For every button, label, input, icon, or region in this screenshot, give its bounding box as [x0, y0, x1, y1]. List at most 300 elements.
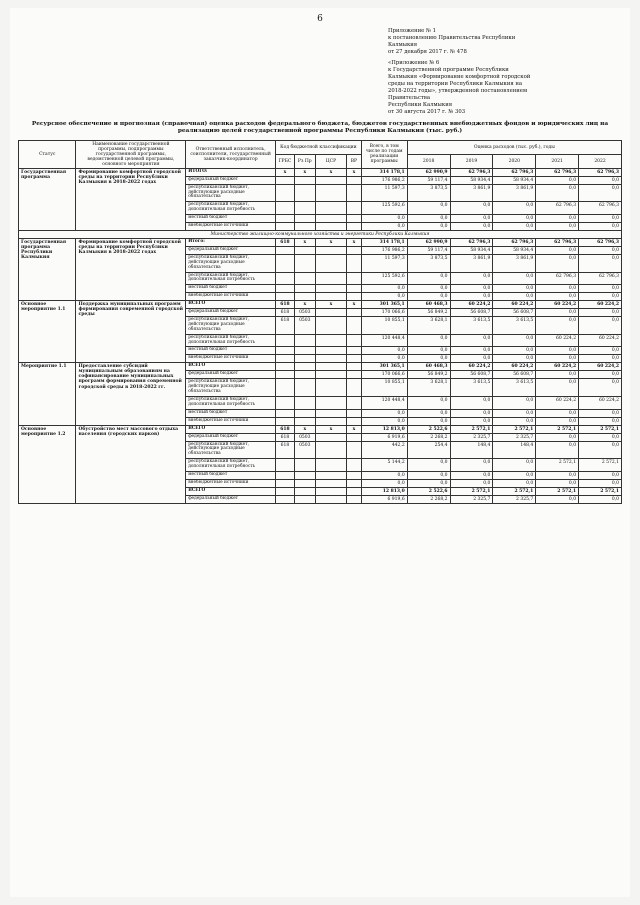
row-y2018: 0,0 — [407, 334, 450, 347]
row-vr — [347, 417, 362, 425]
row-y2020: 148,4 — [493, 441, 536, 458]
row-y2018: 2 268,2 — [407, 433, 450, 441]
row-vr — [347, 471, 362, 479]
document-title: Ресурсное обеспечение и прогнозная (справочная) оценка расходов федерального бюджета, бюджетов государственных внебюджетных фондов и юридических лиц на реализацию целей государственной программы Республики Калмыкия (тыс. руб.) — [31, 120, 609, 135]
row-y2022: 2 572,1 — [579, 487, 622, 495]
row-y2019: 56 608,7 — [450, 309, 493, 317]
row-y2022: 62 796,3 — [579, 272, 622, 285]
row-rzpr: x — [294, 168, 315, 176]
row-funding-source: местный бюджет — [186, 214, 276, 222]
row-total: 0,0 — [361, 479, 407, 487]
approval-line: среды на территории Республики Калмыкия на — [388, 80, 523, 87]
row-funding-source: Итого: — [186, 239, 276, 247]
row-total: 301 365,1 — [361, 301, 407, 309]
row-y2022: 0,0 — [579, 184, 622, 201]
row-grbs — [276, 293, 295, 301]
row-funding-source: ИТОГО: — [186, 168, 276, 176]
row-csr — [315, 214, 346, 222]
row-y2021: 62 796,3 — [536, 272, 579, 285]
row-y2022: 0,0 — [579, 409, 622, 417]
row-vr — [347, 459, 362, 472]
row-vr — [347, 347, 362, 355]
row-y2020: 0,0 — [493, 409, 536, 417]
row-y2022: 62 796,3 — [579, 239, 622, 247]
row-grbs: 618 — [276, 317, 295, 334]
row-y2021: 0,0 — [536, 309, 579, 317]
row-funding-source: ВСЕГО — [186, 487, 276, 495]
row-y2020: 0,0 — [493, 479, 536, 487]
row-y2019: 0,0 — [450, 479, 493, 487]
table-row — [19, 301, 622, 309]
row-y2018: 0,0 — [407, 293, 450, 301]
row-vr — [347, 184, 362, 201]
row-grbs — [276, 495, 295, 503]
row-grbs — [276, 487, 295, 495]
section-title: Министерство жилищно-коммунального хозяйства и энергетики Республики Калмыкия — [19, 230, 622, 238]
row-csr — [315, 363, 346, 371]
row-y2021: 0,0 — [536, 247, 579, 255]
row-total: 11 597,3 — [361, 255, 407, 272]
row-y2021: 0,0 — [536, 441, 579, 458]
row-y2021: 0,0 — [536, 433, 579, 441]
row-y2019: 2 325,7 — [450, 433, 493, 441]
approval-line: Правительства — [388, 94, 431, 101]
row-total: 10 855,1 — [361, 379, 407, 396]
row-y2021: 0,0 — [536, 222, 579, 230]
approval-block — [388, 28, 622, 116]
row-y2021: 60 224,2 — [536, 301, 579, 309]
row-rzpr: x — [294, 239, 315, 247]
row-rzpr — [294, 409, 315, 417]
row-rzpr — [294, 347, 315, 355]
row-rzpr — [294, 396, 315, 409]
row-y2021: 0,0 — [536, 479, 579, 487]
row-rzpr — [294, 417, 315, 425]
row-total: 120 448,4 — [361, 396, 407, 409]
row-y2021: 0,0 — [536, 285, 579, 293]
approval-line: Калмыкия «Формирование комфортной городской — [388, 73, 531, 80]
row-grbs — [276, 334, 295, 347]
row-y2022: 0,0 — [579, 247, 622, 255]
row-y2018: 62 990,9 — [407, 239, 450, 247]
row-vr — [347, 433, 362, 441]
row-y2022: 2 572,1 — [579, 459, 622, 472]
row-vr — [347, 285, 362, 293]
row-y2020: 0,0 — [493, 334, 536, 347]
row-grbs — [276, 184, 295, 201]
row-vr — [347, 495, 362, 503]
row-vr — [347, 272, 362, 285]
row-y2020: 3 861,9 — [493, 255, 536, 272]
row-y2018: 0,0 — [407, 214, 450, 222]
row-y2020: 62 796,3 — [493, 168, 536, 176]
row-y2022: 60 224,2 — [579, 334, 622, 347]
row-total: 0,0 — [361, 409, 407, 417]
row-rzpr — [294, 176, 315, 184]
header-source: Ответственный исполнитель, соисполнители, государственный заказчик-координатор — [186, 140, 276, 168]
row-rzpr: 0503 — [294, 433, 315, 441]
approval-line: от 27 декабря 2017 г. № 478 — [388, 48, 467, 55]
row-funding-source: республиканский бюджет, дополнительная потребность — [186, 202, 276, 215]
row-csr — [315, 285, 346, 293]
row-grbs — [276, 479, 295, 487]
row-vr — [347, 317, 362, 334]
row-grbs — [276, 214, 295, 222]
row-y2019: 0,0 — [450, 285, 493, 293]
row-total: 125 592,6 — [361, 272, 407, 285]
row-y2019: 2 572,1 — [450, 425, 493, 433]
row-rzpr — [294, 247, 315, 255]
row-y2018: 0,0 — [407, 355, 450, 363]
row-grbs: 618 — [276, 309, 295, 317]
row-y2021: 0,0 — [536, 379, 579, 396]
row-y2022: 0,0 — [579, 214, 622, 222]
row-grbs: 618 — [276, 441, 295, 458]
row-rzpr — [294, 184, 315, 201]
row-grbs — [276, 371, 295, 379]
row-funding-source: республиканский бюджет, действующие расходные обязательства — [186, 184, 276, 201]
row-vr — [347, 363, 362, 371]
table-row — [19, 425, 622, 433]
row-total: 314 178,1 — [361, 239, 407, 247]
row-funding-source: местный бюджет — [186, 471, 276, 479]
row-funding-source: внебюджетные источники — [186, 355, 276, 363]
budget-table — [18, 140, 622, 504]
row-grbs — [276, 459, 295, 472]
row-total: 0,0 — [361, 285, 407, 293]
row-y2020: 3 861,9 — [493, 184, 536, 201]
row-y2021: 2 572,1 — [536, 425, 579, 433]
row-y2021: 2 572,1 — [536, 487, 579, 495]
row-y2018: 56 849,2 — [407, 309, 450, 317]
row-funding-source: республиканский бюджет, действующие расходные обязательства — [186, 255, 276, 272]
row-csr — [315, 409, 346, 417]
row-grbs — [276, 355, 295, 363]
row-total: 120 448,4 — [361, 334, 407, 347]
row-csr — [315, 347, 346, 355]
row-funding-source: республиканский бюджет, действующие расходные обязательства — [186, 317, 276, 334]
row-y2018: 0,0 — [407, 285, 450, 293]
approval-line: к постановлению Правительства Республики — [388, 34, 516, 41]
row-y2020: 56 608,7 — [493, 371, 536, 379]
row-y2022: 0,0 — [579, 471, 622, 479]
row-total: 12 813,0 — [361, 487, 407, 495]
row-y2020: 3 613,5 — [493, 317, 536, 334]
row-y2019: 56 608,7 — [450, 371, 493, 379]
row-grbs — [276, 363, 295, 371]
row-rzpr — [294, 471, 315, 479]
row-csr — [315, 487, 346, 495]
row-csr: x — [315, 425, 346, 433]
row-y2021: 0,0 — [536, 471, 579, 479]
row-grbs — [276, 379, 295, 396]
row-vr — [347, 479, 362, 487]
row-y2022: 60 224,2 — [579, 363, 622, 371]
row-rzpr — [294, 285, 315, 293]
row-csr — [315, 222, 346, 230]
row-y2019: 0,0 — [450, 396, 493, 409]
row-y2019: 0,0 — [450, 347, 493, 355]
row-y2022: 62 796,3 — [579, 202, 622, 215]
row-name: Формирование комфортной городской среды на территории Республики Калмыкия в 2018-2022 годах — [76, 168, 186, 230]
row-y2022: 0,0 — [579, 285, 622, 293]
row-y2019: 3 613,5 — [450, 317, 493, 334]
row-y2019: 3 861,9 — [450, 184, 493, 201]
row-vr: x — [347, 168, 362, 176]
row-y2018: 60 468,3 — [407, 363, 450, 371]
approval-line: Калмыкия — [388, 41, 418, 48]
row-y2018: 59 117,4 — [407, 176, 450, 184]
row-total: 5 144,2 — [361, 459, 407, 472]
row-y2022: 0,0 — [579, 355, 622, 363]
header-year-2022: 2022 — [579, 154, 622, 168]
row-csr — [315, 202, 346, 215]
row-y2021: 60 224,2 — [536, 334, 579, 347]
row-y2022: 0,0 — [579, 293, 622, 301]
row-grbs — [276, 272, 295, 285]
row-y2022: 0,0 — [579, 479, 622, 487]
row-status: Государственная программа — [19, 168, 76, 230]
row-total: 12 813,0 — [361, 425, 407, 433]
row-rzpr — [294, 214, 315, 222]
row-total: 170 066,6 — [361, 309, 407, 317]
row-total: 176 986,2 — [361, 247, 407, 255]
row-rzpr — [294, 487, 315, 495]
row-y2021: 0,0 — [536, 176, 579, 184]
row-y2021: 0,0 — [536, 347, 579, 355]
row-funding-source: ВСЕГО — [186, 301, 276, 309]
row-y2020: 60 224,2 — [493, 301, 536, 309]
approval-line: от 30 августа 2017 г. № 303 — [388, 108, 466, 115]
row-y2019: 148,4 — [450, 441, 493, 458]
row-y2018: 2 268,2 — [407, 495, 450, 503]
row-y2019: 0,0 — [450, 293, 493, 301]
row-name: Обустройство мест массового отдыха населения (городских парков) — [76, 425, 186, 503]
row-grbs: x — [276, 168, 295, 176]
row-rzpr: x — [294, 301, 315, 309]
header-csr: ЦСР — [315, 154, 346, 168]
row-y2018: 0,0 — [407, 409, 450, 417]
row-status: Мероприятие 1.1 — [19, 363, 76, 425]
row-y2021: 0,0 — [536, 495, 579, 503]
row-vr — [347, 222, 362, 230]
row-grbs — [276, 255, 295, 272]
row-y2020: 0,0 — [493, 355, 536, 363]
row-y2019: 0,0 — [450, 459, 493, 472]
row-total: 6 919,6 — [361, 433, 407, 441]
row-grbs — [276, 222, 295, 230]
row-y2020: 0,0 — [493, 285, 536, 293]
row-csr — [315, 417, 346, 425]
row-vr — [347, 309, 362, 317]
table-row — [19, 168, 622, 176]
row-csr — [315, 495, 346, 503]
row-funding-source: федеральный бюджет — [186, 247, 276, 255]
row-total: 6 919,6 — [361, 495, 407, 503]
row-y2019: 3 613,5 — [450, 379, 493, 396]
row-y2022: 60 224,2 — [579, 301, 622, 309]
row-csr: x — [315, 239, 346, 247]
row-y2018: 3 628,1 — [407, 317, 450, 334]
row-y2020: 3 613,5 — [493, 379, 536, 396]
row-y2021: 0,0 — [536, 409, 579, 417]
row-vr — [347, 441, 362, 458]
row-rzpr: 0503 — [294, 317, 315, 334]
row-y2021: 0,0 — [536, 293, 579, 301]
row-y2018: 3 873,5 — [407, 184, 450, 201]
row-y2021: 0,0 — [536, 255, 579, 272]
row-y2018: 3 873,5 — [407, 255, 450, 272]
row-y2018: 0,0 — [407, 272, 450, 285]
row-total: 176 986,2 — [361, 176, 407, 184]
row-y2018: 3 628,1 — [407, 379, 450, 396]
row-funding-source: федеральный бюджет — [186, 433, 276, 441]
row-total: 0,0 — [361, 355, 407, 363]
row-csr: x — [315, 301, 346, 309]
row-csr — [315, 272, 346, 285]
row-y2018: 56 849,2 — [407, 371, 450, 379]
row-y2022: 2 572,1 — [579, 425, 622, 433]
header-estimate-group: Оценка расходов (тыс. руб.), годы — [407, 140, 621, 154]
row-y2021: 62 796,3 — [536, 202, 579, 215]
row-y2020: 0,0 — [493, 347, 536, 355]
row-y2018: 2 522,6 — [407, 425, 450, 433]
row-grbs — [276, 396, 295, 409]
row-csr — [315, 176, 346, 184]
row-vr — [347, 334, 362, 347]
row-y2020: 58 934,4 — [493, 176, 536, 184]
row-funding-source: республиканский бюджет, действующие расходные обязательства — [186, 441, 276, 458]
row-y2020: 0,0 — [493, 222, 536, 230]
row-y2022: 0,0 — [579, 495, 622, 503]
row-y2020: 0,0 — [493, 396, 536, 409]
row-vr — [347, 379, 362, 396]
row-vr — [347, 214, 362, 222]
row-csr — [315, 317, 346, 334]
row-y2022: 0,0 — [579, 317, 622, 334]
row-csr — [315, 433, 346, 441]
row-vr — [347, 176, 362, 184]
row-funding-source: республиканский бюджет, действующие расходные обязательства — [186, 379, 276, 396]
row-y2020: 0,0 — [493, 214, 536, 222]
document-page — [10, 8, 630, 897]
row-rzpr — [294, 202, 315, 215]
row-y2022: 60 224,2 — [579, 396, 622, 409]
row-y2020: 0,0 — [493, 417, 536, 425]
row-grbs — [276, 471, 295, 479]
row-funding-source: федеральный бюджет — [186, 495, 276, 503]
row-total: 170 066,6 — [361, 371, 407, 379]
row-funding-source: местный бюджет — [186, 409, 276, 417]
row-rzpr — [294, 293, 315, 301]
row-rzpr — [294, 272, 315, 285]
row-funding-source: местный бюджет — [186, 347, 276, 355]
row-rzpr: 0503 — [294, 441, 315, 458]
row-y2022: 0,0 — [579, 371, 622, 379]
row-csr — [315, 355, 346, 363]
row-name: Формирование комфортной городской среды на территории Республики Калмыкия в 2018-2022 годах — [76, 239, 186, 301]
row-total: 0,0 — [361, 293, 407, 301]
row-funding-source: республиканский бюджет, дополнительная потребность — [186, 334, 276, 347]
row-y2018: 0,0 — [407, 347, 450, 355]
header-year-2020: 2020 — [493, 154, 536, 168]
row-y2020: 2 325,7 — [493, 495, 536, 503]
row-y2021: 0,0 — [536, 371, 579, 379]
row-y2019: 58 934,4 — [450, 247, 493, 255]
row-y2022: 0,0 — [579, 255, 622, 272]
row-rzpr — [294, 379, 315, 396]
row-y2022: 0,0 — [579, 222, 622, 230]
header-vr: ВР — [347, 154, 362, 168]
row-y2019: 0,0 — [450, 222, 493, 230]
row-funding-source: внебюджетные источники — [186, 479, 276, 487]
row-y2019: 62 796,3 — [450, 239, 493, 247]
header-year-2021: 2021 — [536, 154, 579, 168]
row-vr: x — [347, 425, 362, 433]
row-rzpr: x — [294, 425, 315, 433]
row-y2021: 60 224,2 — [536, 396, 579, 409]
row-funding-source: федеральный бюджет — [186, 176, 276, 184]
row-y2019: 0,0 — [450, 272, 493, 285]
row-y2018: 0,0 — [407, 396, 450, 409]
row-y2021: 62 796,3 — [536, 168, 579, 176]
header-year-2018: 2018 — [407, 154, 450, 168]
row-total: 0,0 — [361, 222, 407, 230]
row-rzpr — [294, 459, 315, 472]
row-y2020: 60 224,2 — [493, 363, 536, 371]
approval-line: Республики Калмыкия — [388, 101, 453, 108]
row-rzpr: 0503 — [294, 309, 315, 317]
row-grbs: 618 — [276, 425, 295, 433]
row-csr — [315, 371, 346, 379]
row-total: 10 855,1 — [361, 317, 407, 334]
header-rzpr: Рз Пр — [294, 154, 315, 168]
row-funding-source: республиканский бюджет, дополнительная потребность — [186, 459, 276, 472]
row-y2019: 62 796,3 — [450, 168, 493, 176]
row-y2021: 60 224,2 — [536, 363, 579, 371]
row-funding-source: местный бюджет — [186, 285, 276, 293]
header-year-2019: 2019 — [450, 154, 493, 168]
row-y2018: 59 117,4 — [407, 247, 450, 255]
table-row — [19, 363, 622, 371]
row-y2021: 62 796,3 — [536, 239, 579, 247]
row-y2018: 0,0 — [407, 202, 450, 215]
row-y2018: 60 468,3 — [407, 301, 450, 309]
row-y2018: 0,0 — [407, 222, 450, 230]
row-total: 442,2 — [361, 441, 407, 458]
table-body — [19, 168, 622, 503]
row-y2019: 0,0 — [450, 409, 493, 417]
row-y2022: 0,0 — [579, 417, 622, 425]
row-grbs: 618 — [276, 433, 295, 441]
row-csr: x — [315, 168, 346, 176]
row-csr — [315, 255, 346, 272]
row-funding-source: республиканский бюджет, дополнительная потребность — [186, 272, 276, 285]
row-y2020: 0,0 — [493, 293, 536, 301]
header-grbs: ГРБС — [276, 154, 295, 168]
row-funding-source: федеральный бюджет — [186, 309, 276, 317]
header-kbk-group: Код бюджетной классификации — [276, 140, 362, 154]
approval-line: Приложение № 1 — [388, 28, 437, 34]
row-y2021: 2 572,1 — [536, 459, 579, 472]
row-y2019: 60 224,2 — [450, 301, 493, 309]
row-total: 0,0 — [361, 417, 407, 425]
row-y2018: 0,0 — [407, 479, 450, 487]
row-vr — [347, 396, 362, 409]
row-funding-source: ВСЕГО — [186, 425, 276, 433]
row-csr — [315, 309, 346, 317]
row-y2021: 0,0 — [536, 317, 579, 334]
